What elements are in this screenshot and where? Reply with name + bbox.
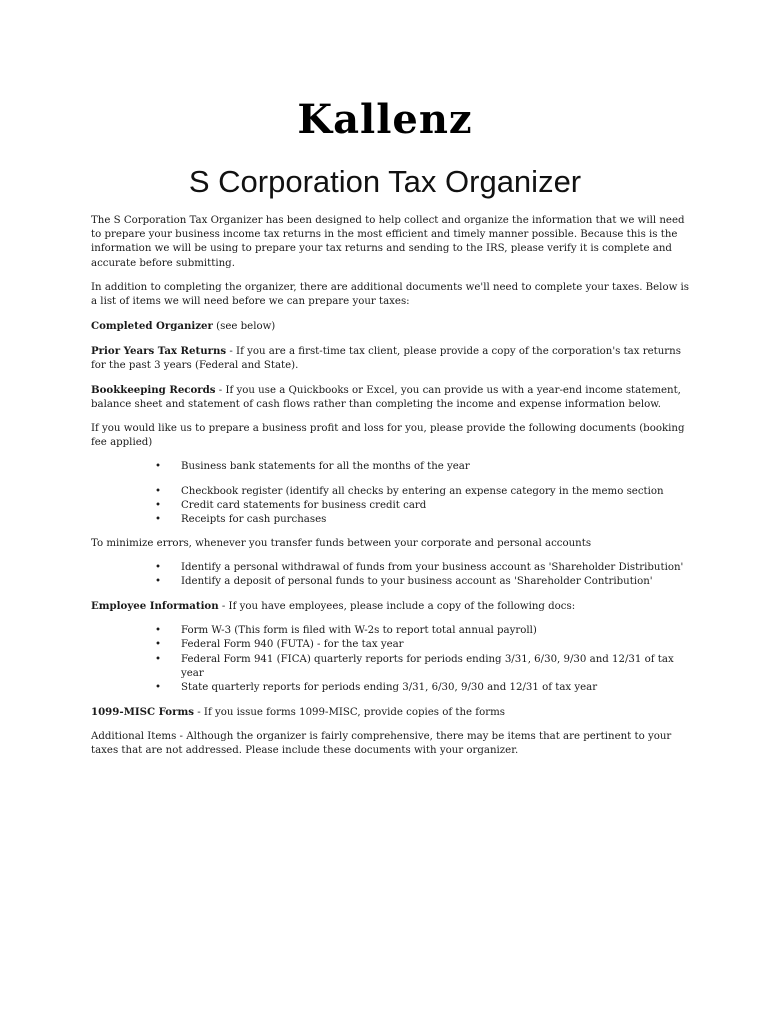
bullet-icon: • (155, 514, 162, 526)
employee-info-item (91, 599, 691, 614)
completed-organizer-text: (see below) (212, 320, 276, 332)
bullet-icon: • (155, 461, 162, 473)
list-item: • Federal Form 941 (FICA) quarterly reports for periods ending 3/31, 6/30, 9/30 and 12/31 of tax year (155, 653, 674, 679)
employee-info-label: Employee Information (91, 600, 219, 613)
additional-documents-paragraph: In addition to completing the organizer, there are additional documents we'll need to complete your taxes. Below is a list of items we will need before we can prepare your taxes: (91, 281, 690, 307)
list-item: • Receipts for cash purchases (91, 513, 691, 527)
prior-returns-item (91, 344, 691, 373)
list-item: • Form W-3 (This form is filed with W-2s to report total annual payroll) (91, 624, 691, 638)
completed-organizer-label: Completed Organizer (91, 319, 213, 332)
profit-loss-list (91, 460, 691, 527)
additional-items-paragraph: Additional Items - Although the organizer is fairly comprehensive, there may be items that are pertinent to your taxes that are not addressed. Please include these documents with your organizer. (91, 731, 672, 757)
prior-returns-label: Prior Years Tax Returns (91, 344, 227, 357)
list-item: • Federal Form 940 (FUTA) - for the tax year (91, 638, 691, 652)
misc-forms-label: 1099-MISC Forms (91, 706, 194, 719)
profit-loss-paragraph: If you would like us to prepare a business profit and loss for you, please provide the following documents (booking fee applied) (91, 423, 685, 449)
misc-forms-item (91, 705, 691, 720)
bullet-icon: • (155, 639, 162, 651)
bookkeeping-label: Bookkeeping Records (91, 384, 216, 397)
list-item: • Business bank statements for all the months of the year (91, 460, 691, 474)
misc-forms-text: - If you issue forms 1099-MISC, provide copies of the forms (194, 707, 505, 719)
employee-list (91, 624, 691, 695)
list-item: • State quarterly reports for periods ending 3/31, 6/30, 9/30 and 12/31 of tax year (91, 681, 691, 695)
list-item: • Identify a deposit of personal funds to your business account as 'Shareholder Contribution' (91, 575, 691, 589)
bullet-icon: • (155, 625, 162, 637)
bullet-icon: • (155, 576, 162, 588)
list-item: • Credit card statements for business credit card (91, 499, 691, 513)
intro-paragraph: The S Corporation Tax Organizer has been designed to help collect and organize the information that we will need to prepare your business income tax returns in the most efficient and timely manner possible. Because this is the information we will be using to prepare your tax returns and sending to the IRS, please verify it is complete and accurate before submitting. (91, 215, 685, 269)
completed-organizer-item (91, 319, 691, 334)
bullet-icon: • (155, 499, 162, 511)
transfer-list (91, 561, 691, 589)
prior-returns-text: - If you are a first-time tax client, please provide a copy of the corporation's tax returns for the past 3 years (Federal and State). (91, 345, 681, 372)
document-title: S Corporation Tax Organizer (188, 164, 582, 199)
bullet-icon: • (155, 485, 162, 497)
bullet-icon: • (155, 653, 162, 665)
bookkeeping-text: - If you use a Quickbooks or Excel, you can provide us with a year-end income statement, balance sheet and statement of cash flows rather than completing the income and expense information below. (91, 385, 681, 411)
brand-name: Kallenz (297, 96, 473, 143)
list-item: • Identify a personal withdrawal of funds from your business account as 'Shareholder Distribution' (91, 561, 691, 575)
bullet-icon: • (155, 562, 162, 574)
list-item: • Checkbook register (identify all checks by entering an expense category in the memo section (91, 485, 691, 499)
bookkeeping-item (91, 383, 691, 412)
bullet-icon: • (155, 682, 162, 694)
employee-info-text: - If you have employees, please include a copy of the following docs: (218, 601, 576, 613)
minimize-errors-paragraph: To minimize errors, whenever you transfer funds between your corporate and personal accounts (91, 538, 592, 550)
document-body (91, 214, 691, 768)
